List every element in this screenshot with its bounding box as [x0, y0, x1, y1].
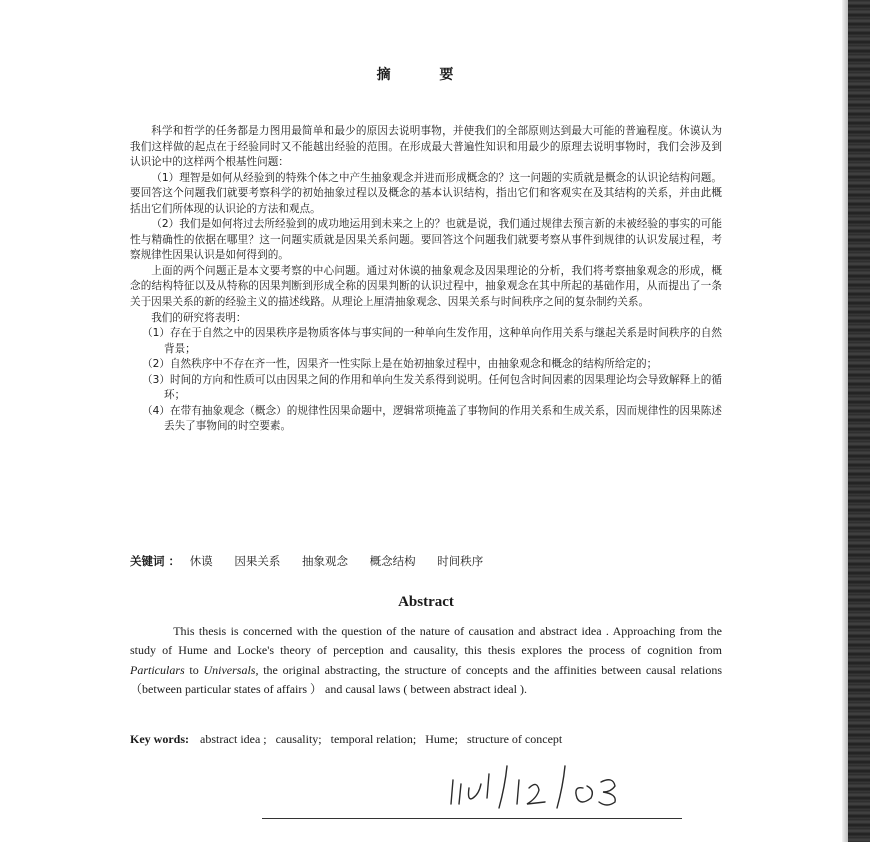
en-keyword: structure of concept	[466, 732, 563, 746]
zh-finding-4: （4）在带有抽象观念（概念）的规律性因果命题中，逻辑常项掩盖了事物间的作用关系和生成关系，因而规律性的因果陈述丢失了事物间的时空要素。	[142, 404, 722, 433]
english-keywords	[130, 732, 722, 747]
scan-edge-shadow	[848, 0, 870, 842]
en-keyword: Hume;	[425, 732, 458, 746]
zh-paragraph-central-problem: 上面的两个问题正是本文要考察的中心问题。通过对休谟的抽象观念及因果理论的分析，我们将考察抽象观念的形成，概念的结构特征以及从特称的因果判断到形成全称的因果判断的认识过程中，抽象观念在其中所起的基础作用，从而提出了一条关于因果关系的新的经验主义的描述线路。从理论上厘清抽象观念、因果关系与时间秩序之间的复杂制约关系。	[130, 264, 722, 309]
en-text-part-3: the original abstracting, the structure of concepts and the affinities between causal relations（between particular states of affairs ） and causal laws ( between abstract ideal ).	[130, 662, 722, 697]
en-italic-universals: Universals,	[203, 662, 259, 677]
zh-keyword: 因果关系	[234, 554, 281, 568]
english-abstract-body	[130, 622, 722, 700]
handwritten-date-signature	[445, 762, 645, 812]
zh-finding-3: （3）时间的方向和性质可以由因果之间的作用和单向生发关系得到说明。任何包含时间因素的因果理论均会导致解释上的循环；	[142, 373, 722, 402]
zh-finding-1: （1）存在于自然之中的因果秩序是物质客体与事实间的一种单向生发作用，这种单向作用关系与继起关系是时间秩序的自然背景；	[142, 327, 722, 355]
chinese-abstract-title: 摘 要	[376, 67, 476, 83]
zh-findings-list	[130, 326, 722, 435]
en-text-part-2: to	[184, 662, 204, 677]
en-text-part-1: This thesis is concerned with the question of the nature of causation and abstract idea . Approaching from the study of Hume and Locke's theory of perception and causality, this thesis explores the process of cognition from	[130, 624, 722, 658]
english-abstract-title: Abstract	[398, 594, 454, 610]
zh-finding-2: （2）自然秩序中不存在齐一性，因果齐一性实际上是在始初抽象过程中，由抽象观念和概念的结构所给定的；	[142, 358, 658, 371]
zh-keywords-label: 关键词 ：	[130, 554, 181, 568]
zh-paragraph-question-1: （1）理智是如何从经验到的特殊个体之中产生抽象观念并进而形成概念的？这一问题的实质就是概念的认识论结构问题。要回答这个问题我们就要考察科学的初始抽象过程以及概念的基本认识结构，指出它们和客观实在及其结构的关系，并由此概括出它们所体现的认识论的方法和观点。	[130, 171, 722, 215]
zh-keyword: 时间秩序	[437, 554, 484, 568]
zh-keyword: 休谟	[189, 554, 213, 568]
zh-keyword: 概念结构	[369, 554, 416, 568]
en-keyword: causality;	[275, 732, 322, 746]
en-keyword: temporal relation;	[330, 732, 417, 746]
en-keywords-label: Key words:	[130, 732, 189, 746]
zh-paragraph-question-2: （2）我们是如何将过去所经验到的成功地运用到未来之上的？也就是说，我们通过规律去预言新的未被经验的事实的可能性与精确性的依据在哪里？这一问题实质就是因果关系问题。要回答这个问题我们就要考察从事件到规律的认识发展过程，考察规律性因果认识是如何得到的。	[130, 218, 722, 262]
signature-underline	[262, 818, 682, 819]
chinese-keywords	[130, 553, 722, 569]
en-abstract-paragraph	[130, 622, 722, 700]
chinese-abstract-body	[130, 124, 722, 435]
zh-keyword: 抽象观念	[301, 554, 348, 568]
zh-paragraph-findings-intro: 我们的研究将表明：	[151, 311, 247, 324]
en-keyword: abstract idea ;	[200, 732, 267, 746]
zh-paragraph-intro: 科学和哲学的任务都是力图用最简单和最少的原因去说明事物，并使我们的全部原则达到最大可能的普遍程度。休谟认为我们这样做的起点在于经验同时又不能越出经验的范围。在形成最大普遍性知识和用最少的原理去说明事物时，我们会涉及到认识论中的这样两个根基性问题：	[130, 125, 722, 169]
en-italic-particulars: Particulars	[130, 662, 185, 677]
